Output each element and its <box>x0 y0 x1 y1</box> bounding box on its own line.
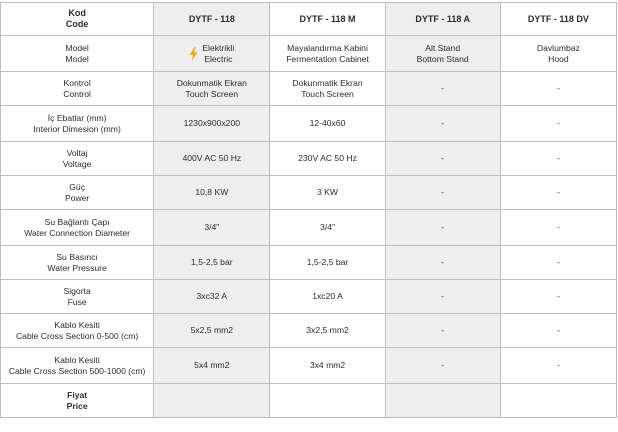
row-label-en: Voltage <box>62 158 92 169</box>
row-label <box>1 106 154 142</box>
column-header-dytf-118-a: DYTF - 118 A <box>385 3 500 36</box>
price-cell <box>500 384 616 418</box>
row-label-en: Cable Cross Section 0-500 (cm) <box>15 330 139 341</box>
row-label <box>1 384 154 418</box>
table-row <box>1 280 617 314</box>
header-label-en: Code <box>65 19 89 29</box>
spec-table <box>0 2 617 418</box>
row-label-tr: Voltaj <box>66 147 88 158</box>
header-row <box>1 3 617 36</box>
cell-value-en: Fermentation Cabinet <box>286 53 369 64</box>
row-label <box>1 142 154 176</box>
row-label-tr: Model <box>65 42 89 53</box>
table-row <box>1 314 617 348</box>
price-cell <box>385 384 500 418</box>
table-cell: 1,5-2,5 bar <box>154 246 270 280</box>
row-label-tr: Sigorta <box>63 285 91 296</box>
table-cell <box>385 36 500 72</box>
table-cell: - <box>500 142 616 176</box>
price-row <box>1 384 617 418</box>
table-row <box>1 106 617 142</box>
cell-value-en: Touch Screen <box>185 88 239 99</box>
table-cell: 3xc32 A <box>154 280 270 314</box>
table-row <box>1 36 617 72</box>
row-label-tr: Kablo Kesiti <box>54 319 100 330</box>
table-row <box>1 210 617 246</box>
row-label <box>1 246 154 280</box>
row-label-tr: Güç <box>69 181 85 192</box>
table-row <box>1 176 617 210</box>
table-cell: 3x2,5 mm2 <box>270 314 385 348</box>
table-cell: 3/4" <box>270 210 385 246</box>
table-cell: - <box>500 210 616 246</box>
table-cell: - <box>385 106 500 142</box>
table-cell: 5x2,5 mm2 <box>154 314 270 348</box>
table-cell: 1,5-2,5 bar <box>270 246 385 280</box>
cell-value-tr: Davlumbaz <box>536 42 580 53</box>
table-cell: 1xc20 A <box>270 280 385 314</box>
table-cell: - <box>500 106 616 142</box>
row-label-tr: Kablo Kesiti <box>54 354 100 365</box>
row-label-tr: Kontrol <box>63 77 91 88</box>
table-cell: - <box>385 246 500 280</box>
cell-value-en: Hood <box>548 53 569 64</box>
table-cell <box>154 36 270 72</box>
cell-value-tr: Mayalandırma Kabini <box>287 42 368 53</box>
table-row <box>1 246 617 280</box>
row-label <box>1 72 154 106</box>
price-cell <box>154 384 270 418</box>
row-label <box>1 36 154 72</box>
price-label-tr: Fiyat <box>67 389 88 400</box>
price-cell <box>270 384 385 418</box>
table-cell: - <box>385 280 500 314</box>
table-cell: - <box>500 314 616 348</box>
cell-value-tr: Elektrikli <box>202 42 235 53</box>
column-header-dytf-118: DYTF - 118 <box>154 3 270 36</box>
table-cell <box>270 36 385 72</box>
table-row <box>1 72 617 106</box>
row-label-en: Fuse <box>67 296 87 307</box>
table-cell <box>270 72 385 106</box>
table-cell <box>500 36 616 72</box>
table-cell: 10,8 KW <box>154 176 270 210</box>
cell-value-tr: Alt Stand <box>425 42 461 53</box>
row-label-en: Power <box>64 192 90 203</box>
column-header-dytf-118-m: DYTF - 118 M <box>270 3 385 36</box>
table-cell: - <box>385 210 500 246</box>
cell-value-tr: Dokunmatik Ekran <box>292 77 363 88</box>
row-label <box>1 176 154 210</box>
table-cell: - <box>500 246 616 280</box>
table-cell: - <box>385 142 500 176</box>
table-cell: 230V AC 50 Hz <box>270 142 385 176</box>
row-label <box>1 280 154 314</box>
table-cell: 1230x900x200 <box>154 106 270 142</box>
row-label-tr: Su Basıncı <box>56 251 98 262</box>
table-cell: - <box>385 72 500 106</box>
table-cell: - <box>500 176 616 210</box>
electric-model <box>189 43 234 65</box>
cell-value-en: Electric <box>204 53 233 64</box>
table-cell: - <box>500 72 616 106</box>
table-cell: 3/4" <box>154 210 270 246</box>
cell-value-tr: Dokunmatik Ekran <box>176 77 247 88</box>
row-label <box>1 314 154 348</box>
table-cell: - <box>500 280 616 314</box>
table-cell: 5x4 mm2 <box>154 348 270 384</box>
cell-value-en: Bottom Stand <box>416 53 469 64</box>
table-cell: - <box>385 314 500 348</box>
table-row <box>1 142 617 176</box>
row-label-en: Cable Cross Section 500-1000 (cm) <box>8 365 146 376</box>
row-label-en: Water Pressure <box>47 262 107 273</box>
table-cell: 3 KW <box>270 176 385 210</box>
row-label-tr: İç Ebatlar (mm) <box>47 112 107 123</box>
table-cell: - <box>500 348 616 384</box>
header-label-cell <box>1 3 154 36</box>
cell-value-en: Touch Screen <box>301 88 354 99</box>
row-label <box>1 210 154 246</box>
table-row <box>1 348 617 384</box>
table-cell: 3x4 mm2 <box>270 348 385 384</box>
table-cell: 400V AC 50 Hz <box>154 142 270 176</box>
table-cell: - <box>385 176 500 210</box>
lightning-bolt-icon <box>189 47 198 61</box>
table-cell <box>154 72 270 106</box>
column-header-dytf-118-dv: DYTF - 118 DV <box>500 3 616 36</box>
row-label-en: Water Connection Diameter <box>24 227 130 238</box>
row-label <box>1 348 154 384</box>
row-label-en: Control <box>63 88 91 99</box>
row-label-en: Interior Dimesion (mm) <box>33 123 121 134</box>
row-label-en: Model <box>65 53 89 64</box>
price-label-en: Price <box>66 400 88 411</box>
row-label-tr: Su Bağlantı Çapı <box>44 216 110 227</box>
header-label-tr: Kod <box>68 8 86 18</box>
table-cell: 12-40x60 <box>270 106 385 142</box>
table-cell: - <box>385 348 500 384</box>
